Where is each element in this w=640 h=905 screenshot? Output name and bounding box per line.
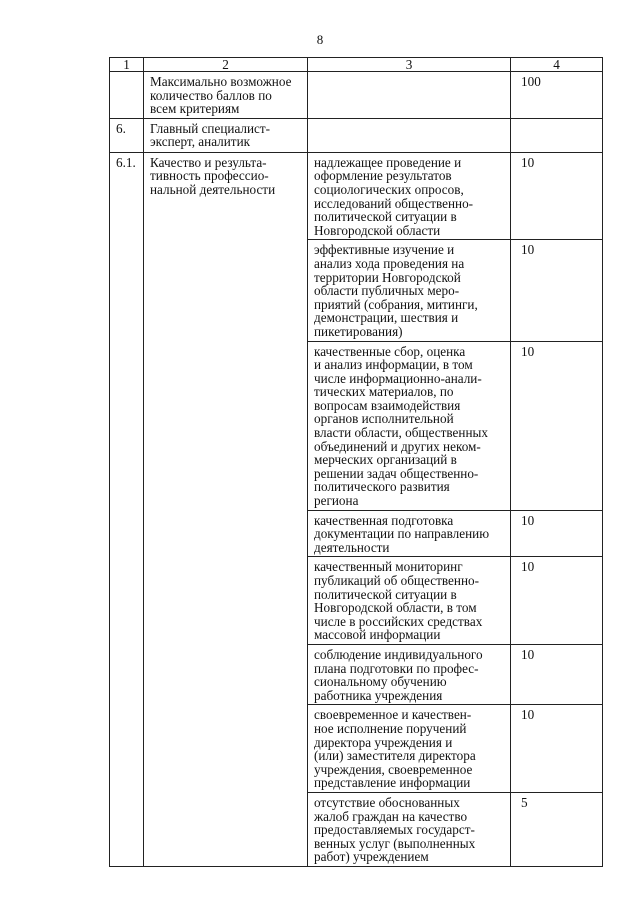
cell-indicator (308, 240, 511, 341)
table-header-row (110, 58, 603, 72)
cell-indicator-text: надлежащее проведение и оформление результатов социологических опросов, исследований общественно- политической ситуации в Новгородской области (314, 154, 474, 238)
cell-indicator (308, 510, 511, 557)
cell-score-text: 5 (521, 794, 528, 810)
cell-score (511, 72, 603, 119)
cell-number (110, 152, 144, 866)
cell-score-text: 10 (521, 559, 535, 575)
cell-score (511, 240, 603, 341)
cell-score (511, 341, 603, 510)
cell-score-text: 10 (521, 707, 535, 723)
table-row (110, 152, 603, 240)
cell-indicator (308, 152, 511, 240)
cell-criterion (144, 72, 308, 119)
cell-number-text: 6.1. (116, 154, 136, 170)
cell-criterion-text: Максимально возможное количество баллов по всем критериям (150, 74, 292, 117)
cell-criterion (144, 152, 308, 866)
cell-indicator (308, 118, 511, 152)
header-col-4: 4 (511, 58, 603, 72)
cell-indicator-text: качественный мониторинг публикаций об общественно- политической ситуации в Новгородской области, в том числе в российских средствах массовой информации (314, 559, 483, 643)
page-number: 8 (316, 32, 324, 47)
cell-indicator-text: качественная подготовка документации по направлению деятельности (314, 512, 490, 555)
cell-indicator (308, 557, 511, 645)
table-row (110, 72, 603, 119)
cell-score (511, 152, 603, 240)
criteria-table (109, 57, 603, 867)
cell-score (511, 705, 603, 793)
cell-score-text: 10 (521, 512, 535, 528)
cell-indicator (308, 72, 511, 119)
cell-indicator (308, 705, 511, 793)
cell-score-text: 100 (521, 74, 541, 89)
cell-score-text: 10 (521, 343, 535, 359)
cell-score-text: 10 (521, 154, 535, 170)
header-col-1: 1 (110, 58, 144, 72)
cell-score (511, 557, 603, 645)
cell-score-text: 10 (521, 242, 535, 258)
header-col-2: 2 (144, 58, 308, 72)
cell-score (511, 792, 603, 866)
cell-score-text: 10 (521, 646, 535, 662)
cell-number-text: 6. (116, 120, 126, 136)
cell-number (110, 118, 144, 152)
table-row (110, 118, 603, 152)
cell-score (511, 644, 603, 704)
cell-indicator (308, 792, 511, 866)
cell-indicator-text: своевременное и качествен- ное исполнение поручений директора учреждения и (или) заместителя директора учреждения, своевременное представление информации (314, 707, 476, 791)
cell-indicator (308, 341, 511, 510)
cell-indicator (308, 644, 511, 704)
cell-score (511, 118, 603, 152)
cell-score (511, 510, 603, 557)
cell-criterion-text: Качество и результа- тивность профессио- нальной деятельности (150, 154, 276, 197)
cell-indicator-text: эффективные изучение и анализ хода проведения на территории Новгородской области публичных меро- приятий (собрания, митинги, демонстрации, шествия и пикетирования) (314, 242, 478, 339)
cell-indicator-text: качественные сбор, оценка и анализ информации, в том числе информационно-анали- тических материалов, по вопросам взаимодействия органов исполнительной власти области, общественных объединений и других неком- мерческих организаций в решении задач общественно- политического развития региона (314, 343, 488, 509)
cell-indicator-text: отсутствие обоснованных жалоб граждан на качество предоставляемых государст- венных услуг (выполненных работ) учреждением (314, 794, 476, 865)
cell-criterion-text: Главный специалист- эксперт, аналитик (150, 120, 271, 150)
header-col-3: 3 (308, 58, 511, 72)
cell-indicator-text: соблюдение индивидуального плана подготовки по профес- сиональному обучению работника учреждения (314, 646, 483, 703)
cell-number (110, 72, 144, 119)
cell-criterion (144, 118, 308, 152)
